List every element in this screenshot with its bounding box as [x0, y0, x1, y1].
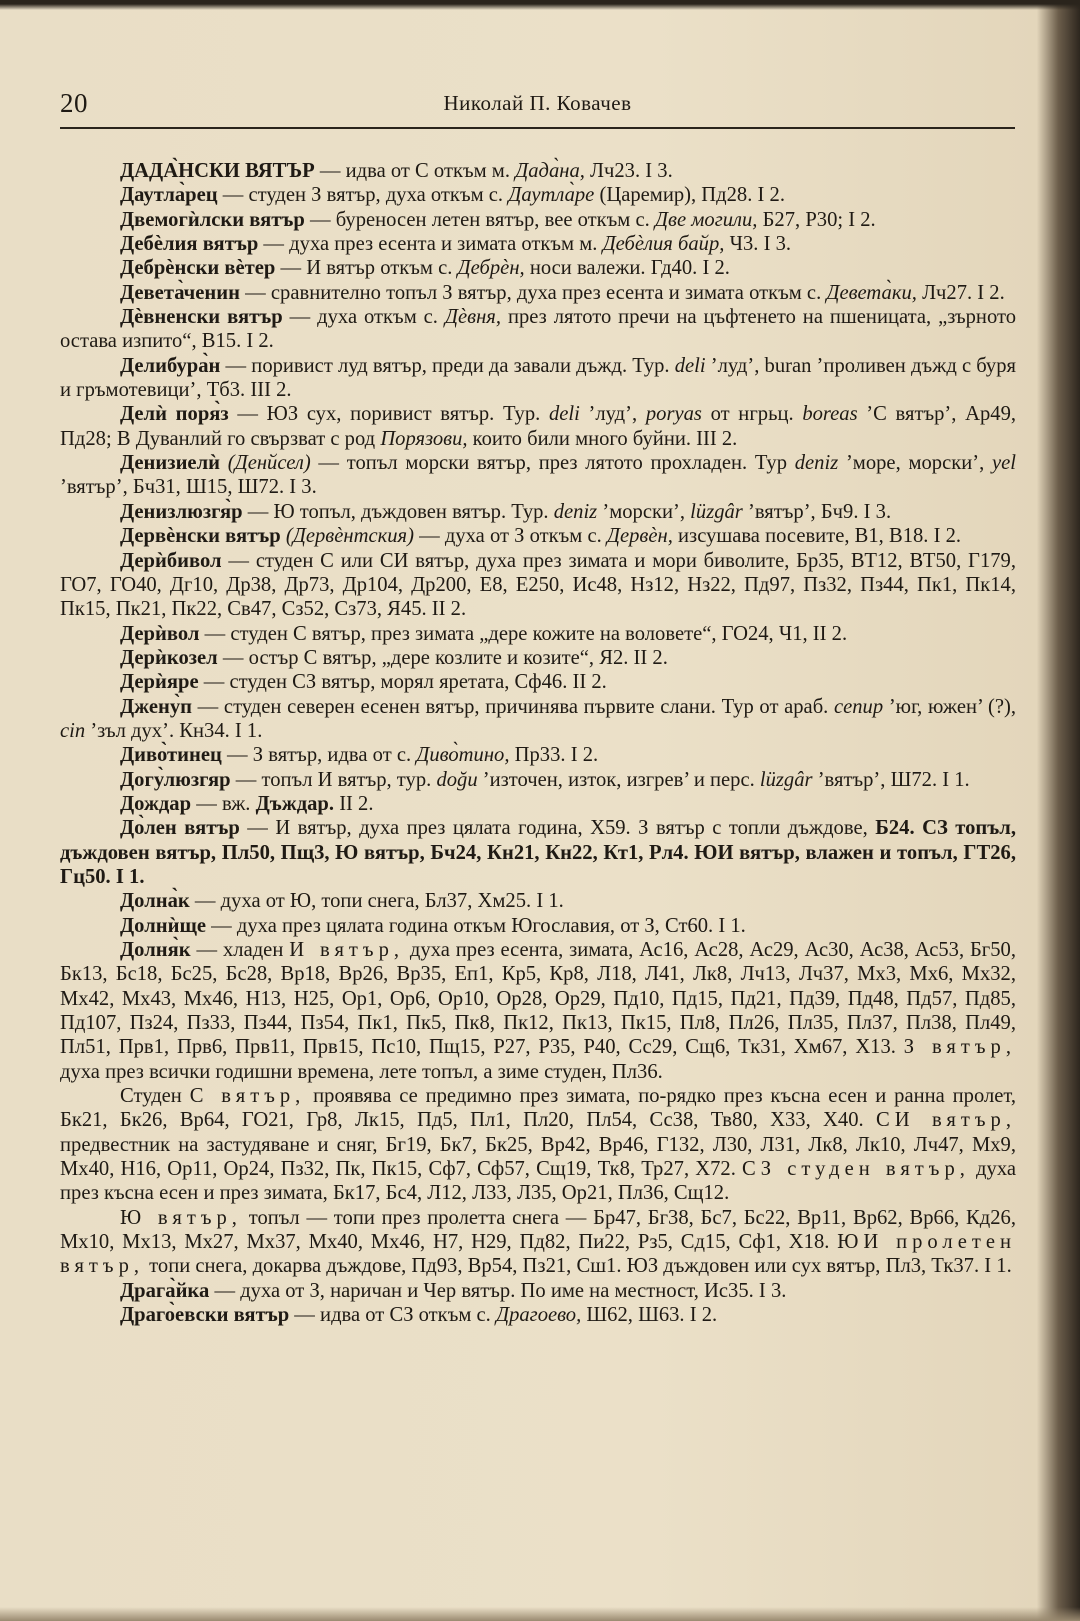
page-header — [60, 88, 1015, 128]
running-head: Николай П. Ковачев — [443, 91, 632, 115]
entry: Дерѝвол — студен С вятър, през зимата „дере кожите на воловете“, ГО24, Ч1, II 2. — [120, 622, 848, 645]
entry: Делибура̀н — поривист луд вятър, преди да завали дъжд. Тур. deli ’луд’, buran ’проливен дъжд с буря и гръмотевици’, Тб3. III 2. — [60, 354, 1017, 402]
entry: Дерѝбивол — студен С или СИ вятър, духа през зимата и мори биволите, Бр35, ВТ12, ВТ50, Г179, ГО7, ГО40, Дг10, Др38, Др73, Др104, Др200, Е8, Е250, Ис48, Нз12, Нз22, Пд97, Пз32, Пз44, Пк1, Пк14, Пк15, Пк21, Пк22, Св47, Сз52, Сз73, Я45. II 2. — [60, 549, 1016, 621]
entry: Драго̀евски вятър — идва от СЗ откъм с. Драгоево, Ш62, Ш63. I 2. — [120, 1304, 718, 1327]
headword: Долня̀к — [120, 939, 191, 961]
entry: Диво̀тинец — З вятър, идва от с. Диво̀тино, Пр33. I 2. — [120, 744, 599, 767]
entry: Дождар — вж. Дъждар. II 2. — [120, 792, 374, 815]
entry: Долнѝще — духа през цялата година откъм Югославия, от З, Ст60. I 1. — [120, 914, 746, 937]
entry: Джену̀п — студен северен есенен вятър, причинява първите слани. Тур от араб. cenup ’юг, южен’ (?), cin ’зъл дух’. Кн34. I 1. — [60, 695, 1016, 742]
headword: Дерѝяре — [120, 671, 199, 694]
page-number: 20 — [60, 88, 88, 118]
entry: ДАДА̀НСКИ ВЯТЪР — идва от С откъм м. Дада̀на, Лч23. I 3. — [120, 160, 673, 182]
headword: Даутла̀рец — [120, 184, 218, 207]
entry: Дебѐлия вятър — духа през есента и зимата откъм м. Дебѐлия байр, Ч3. I 3. — [120, 233, 792, 256]
scan-bottom-edge — [0, 1607, 1080, 1621]
headword: ДАДА̀НСКИ ВЯТЪР — [120, 160, 315, 182]
entry: Дебрѐнски вѐтер — И вятър откъм с. Дебрѐн, носи валежи. Гд40. I 2. — [120, 257, 730, 280]
entry-continuation: Ю вятър, топъл — топи през пролетта снега — Бр47, Бг38, Бс7, Бс22, Вр11, Вр62, Вр66, Кд26, Мх10, Мх13, Мх27, Мх37, Мх40, Мх46, Н7, Н29, Пд82, Пи22, Рз5, Сд15, Сф1, Х18. ЮИ пролетен вятър, топи снега, докарва дъждове, Пд93, Вр54, Пз21, Сш1. ЮЗ дъждовен или сух вятър, Пл3, Тк37. I 1. — [60, 1206, 1017, 1278]
entry: Дерѝяре — студен СЗ вятър, морял яретата, Сф46. II 2. — [120, 671, 607, 694]
headword: Дервѐнски вятър — [120, 525, 281, 548]
entry: Девета̀ченин — сравнително топъл З вятър, духа през есента и зимата откъм с. Девета̀ки, Лч27. I 2. — [120, 281, 1005, 304]
entry: Долна̀к — духа от Ю, топи снега, Бл37, Хм25. I 1. — [120, 890, 564, 913]
headword: Дебрѐнски вѐтер — [120, 257, 276, 280]
entry: Денизлюзгя̀р — Ю топъл, дъждовен вятър. Тур. deniz ’морски’, lüzgâr ’вятър’, Бч9. I 3. — [120, 500, 892, 523]
headword: До̀лен вятър — [120, 817, 240, 840]
headword: Дебѐлия вятър — [120, 233, 259, 256]
entry: Двемогѝлски вятър — буреносен летен вятър, вее откъм с. Две могили, Б27, Р30; I 2. — [120, 208, 876, 231]
headword: Денизлюзгя̀р — [120, 500, 243, 523]
headword: Дерѝвол — [120, 622, 200, 645]
entry: Денизиелѝ (Денйсел) — топъл морски вятър, през лятото прохладен. Тур deniz ’море, морски’, yel ’вятър’, Бч31, Ш15, Ш72. I 3. — [60, 452, 1016, 499]
dictionary-body — [60, 159, 1016, 1328]
headword: Долнѝще — [120, 914, 207, 937]
headword: Дерѝкозел — [120, 646, 218, 669]
entry: Догу̀люзгяр — топъл И вятър, тур. doğu ’източен, изток, изгрев’ и перс. lüzgâr ’вятър’, Ш72. I 1. — [120, 768, 970, 791]
headword: Драго̀евски вятър — [120, 1304, 290, 1327]
headword: Денизиелѝ — [120, 452, 220, 475]
scan-top-edge — [0, 0, 1080, 10]
entry: Долня̀к — хладен И вятър, духа през есента, зимата, Ас16, Ас28, Ас29, Ас30, Ас38, Ас53, Бг50, Бк13, Бс18, Бс25, Бс28, Вр18, Вр26, Вр35, Еп1, Кр5, Кр8, Л18, Л41, Лк8, Лч13, Лч37, Мх3, Мх6, Мх32, Мх42, Мх43, Мх46, Н13, Н25, Ор1, Ор6, Ор10, Ор28, Ор29, Пд10, Пд15, Пд21, Пд39, Пд48, Пд57, Пд85, Пд107, Пз24, Пз33, Пз44, Пз54, Пк1, Пк5, Пк8, Пк12, Пк13, Пк15, Пл8, Пл26, Пл35, Пл37, Пл38, Пл49, Пл51, Прв1, Прв6, Прв11, Прв15, Пс10, Пщ15, Р27, Р35, Р40, Сс29, Сщ6, Тк31, Хм67, Х13. З вятър, духа през всички годишни времена, лете топъл, а зиме студен, Пл36. — [60, 939, 1016, 1083]
headword: Драга̀йка — [120, 1279, 210, 1302]
headword: Джену̀п — [120, 695, 192, 718]
entry: Дервѐнски вятър (Дервѐнтския) — духа от З откъм с. Дервѐн, изсушава посевите, В1, В18. I 2. — [120, 525, 962, 548]
headword: Делибура̀н — [120, 354, 221, 377]
headword: Дерѝбивол — [120, 549, 222, 572]
headword: Долна̀к — [120, 890, 190, 913]
entry: Даутла̀рец — студен З вятър, духа откъм с. Даутла̀ре (Царемир), Пд28. I 2. — [120, 184, 785, 207]
entry-continuation: Студен С вятър, проявява се предимно през зимата, по-рядко през късна есен и ранна пролет, Бк21, Бк26, Вр64, ГО21, Гр8, Лк15, Пд5, Пл1, Пл20, Пл54, Сс38, Тв80, Х33, Х40. СИ вятър, предвестник на застудяване и сняг, Бг19, Бк7, Бк25, Вр42, Вр46, Г132, Л30, Л31, Лк8, Лк10, Лч47, Мх9, Мх40, Н16, Ор11, Ор24, Пз32, Пк, Пк15, Сф7, Сф57, Сщ19, Тк8, Тр27, Х72. СЗ студен вятър, духа през късна есен и през зимата, Бк17, Бс4, Л12, Л33, Л35, Ор21, Пл36, Сщ12. — [60, 1085, 1016, 1205]
headword: Диво̀тинец — [120, 744, 222, 767]
entry: До̀лен вятър — И вятър, духа през цялата година, Х59. З вятър с топли дъждове, Б24. СЗ топъл, дъждовен вятър, Пл50, Пщ3, Ю вятър, Бч24, Кн21, Кн22, Кт1, Рл4. ЮИ вятър, влажен и топъл, ГТ26, Гц50. I 1. — [60, 817, 1016, 888]
header-rule — [60, 127, 1015, 129]
headword: Догу̀люзгяр — [120, 768, 231, 791]
headword: Дождар — [120, 792, 192, 815]
entry: Дерѝкозел — остър С вятър, „дере козлите и козите“, Я2. II 2. — [120, 646, 668, 669]
headword: Девета̀ченин — [120, 281, 241, 304]
headword: Дѐвненски вятър — [120, 306, 283, 329]
entry: Драга̀йка — духа от З, наричан и Чер вятър. По име на местност, Ис35. I 3. — [120, 1279, 787, 1302]
headword: Делѝ поря̀з — [120, 403, 229, 426]
headword: Двемогѝлски вятър — [120, 208, 305, 231]
entry: Делѝ поря̀з — ЮЗ сух, поривист вятър. Тур. deli ’луд’, poryas от нгрьц. boreas ’С вятър’, Ар49, Пд28; В Дуванлий го свързват с род Порязови, които били много буйни. III 2. — [60, 403, 1017, 450]
entry: Дѐвненски вятър — духа откъм с. Дѐвня, през лятото пречи на цъфтенето на пшеницата, „зърното остава изпито“, В15. I 2. — [60, 306, 1017, 353]
